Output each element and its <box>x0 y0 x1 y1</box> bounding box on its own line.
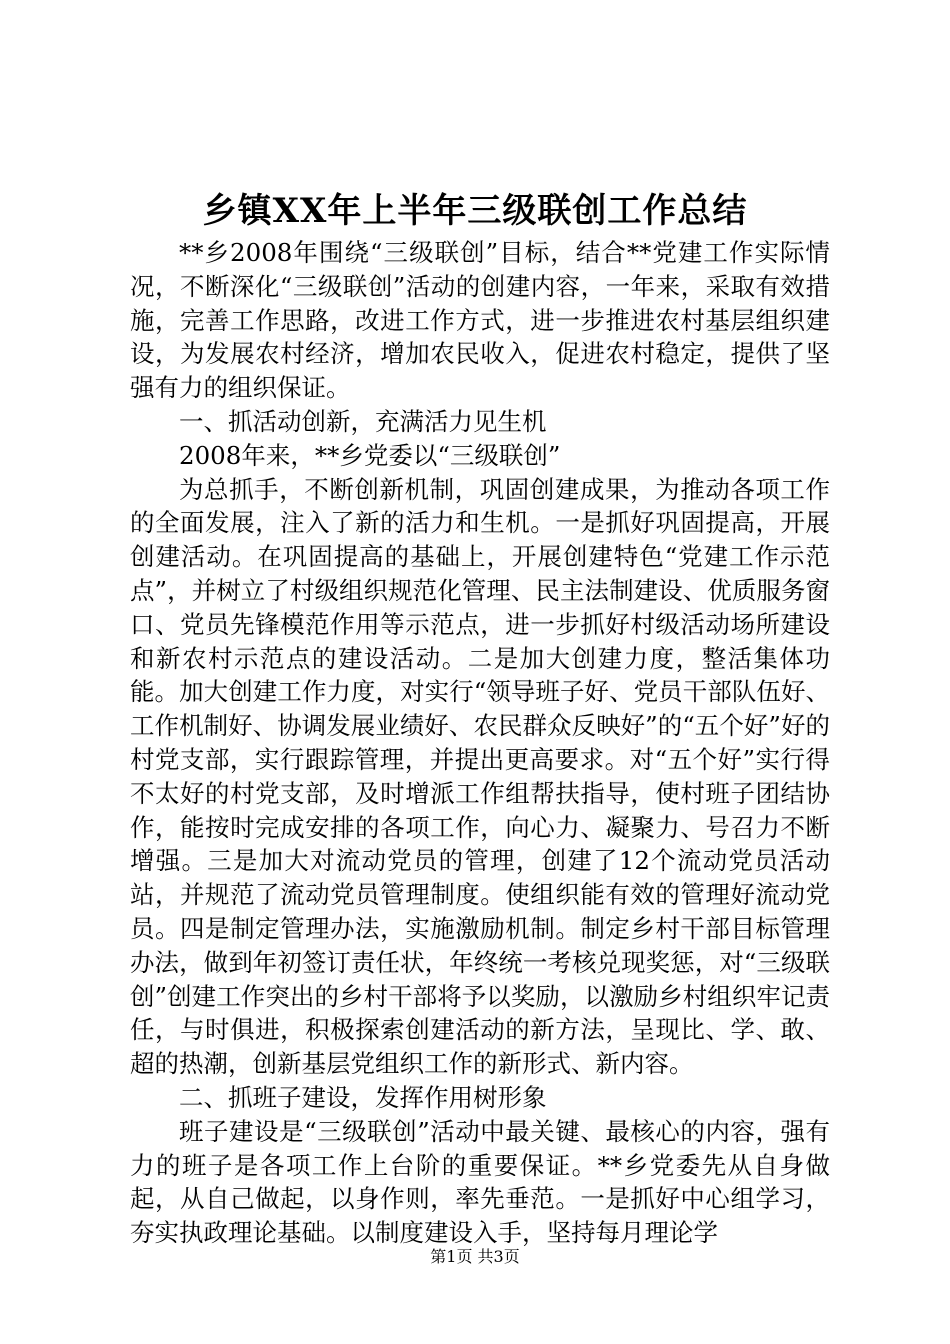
page-number-footer: 第1页 共3页 <box>430 1247 520 1266</box>
paragraph-section-1-body: 为总抓手，不断创新机制，巩固创建成果，为推动各项工作的全面发展，注入了新的活力和生机。一是抓好巩固提高，开展创建活动。在巩固提高的基础上，开展创建特色“党建工作示范点”，并树立了村级组织规范化管理、民主法制建设、优质服务窗口、党员先锋模范作用等示范点，进一步抓好村级活动场所建设和新农村示范点的建设活动。二是加大创建力度，整活集体功能。加大创建工作力度，对实行“领导班子好、党员干部队伍好、工作机制好、协调发展业绩好、农民群众反映好”的“五个好”好的村党支部，实行跟踪管理，并提出更高要求。对“五个好”实行得不太好的村党支部，及时增派工作组帮扶指导，使村班子团结协作，能按时完成安排的各项工作，向心力、凝聚力、号召力不断增强。三是加大对流动党员的管理，创建了12个流动党员活动站，并规范了流动党员管理制度。使组织能有效的管理好流动党员。四是制定管理办法，实施激励机制。制定乡村干部目标管理办法，做到年初签订责任状，年终统一考核兑现奖惩，对“三级联创”创建工作突出的乡村干部将予以奖励，以激励乡村组织牢记责任，与时俱进，积极探索创建活动的新方法，呈现比、学、敢、超的热潮，创新基层党组织工作的新形式、新内容。 <box>130 474 830 1079</box>
section-heading-2: 二、抓班子建设，发挥作用树形象 <box>179 1082 547 1112</box>
document-body <box>130 236 830 1250</box>
paragraph-section-1-lead: 2008年来，**乡党委以“三级联创” <box>179 440 561 470</box>
section-heading-1: 一、抓活动创新，充满活力见生机 <box>179 406 547 436</box>
paragraph-intro: **乡2008年围绕“三级联创”目标，结合**党建工作实际情况，不断深化“三级联创”活动的创建内容，一年来，采取有效措施，完善工作思路，改进工作方式，进一步推进农村基层组织建设，为发展农村经济，增加农民收入，促进农村稳定，提供了坚强有力的组织保证。 <box>130 238 830 403</box>
document-title: 乡镇XX年上半年三级联创工作总结 <box>202 191 748 231</box>
paragraph-section-2-body: 班子建设是“三级联创”活动中最关键、最核心的内容，强有力的班子是各项工作上台阶的重要保证。**乡党委先从自身做起，从自己做起，以身作则，率先垂范。一是抓好中心组学习，夯实执政理论基础。以制度建设入手，坚持每月理论学 <box>130 1116 830 1248</box>
